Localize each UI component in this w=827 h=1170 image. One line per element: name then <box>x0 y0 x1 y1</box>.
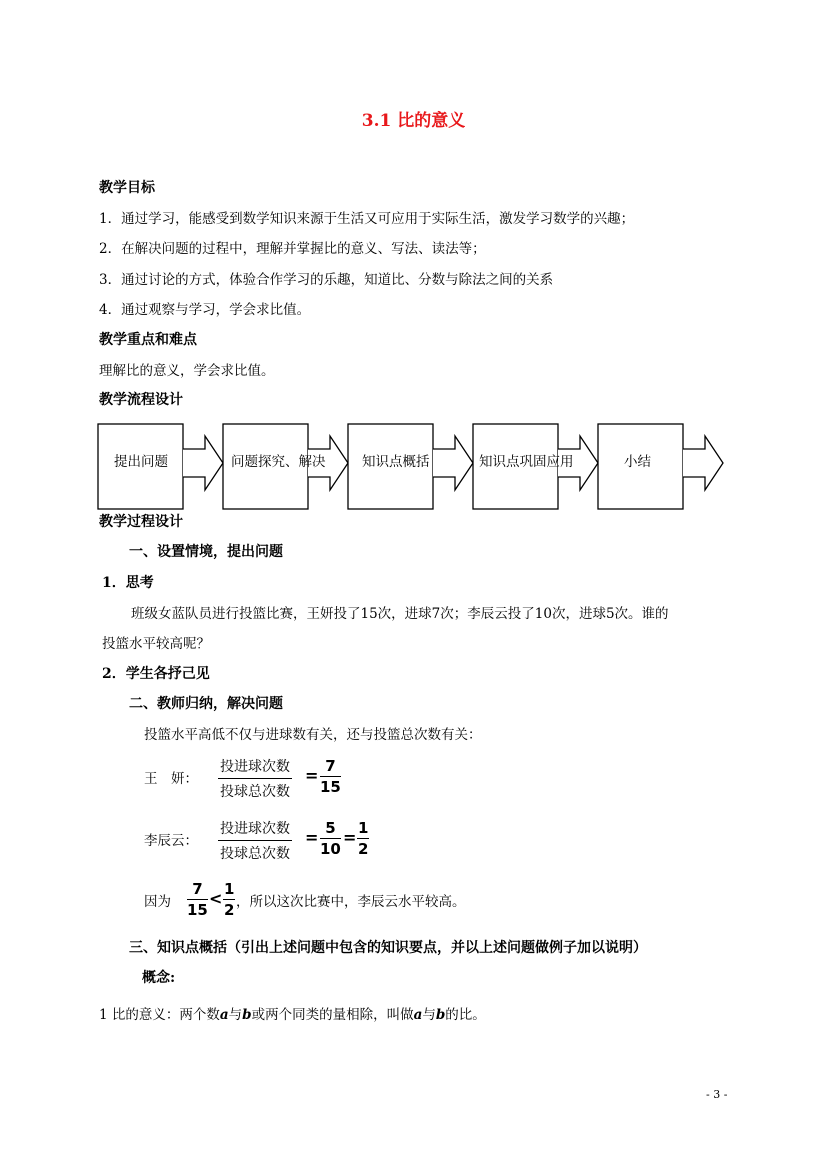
fraction-5-10: $\frac{5}{10}$ <box>320 819 341 858</box>
problem-text: 班级女蓝队员进行投篮比赛，王妍投了15次，进球7次；李辰云投了10次，进球5次。谁的 <box>131 606 669 622</box>
student-name: 李辰云： <box>144 833 198 849</box>
var-b: b <box>242 1007 252 1023</box>
goal-item: 1．通过学习，能感受到数学知识来源于生活又可应用于实际生活，激发学习数学的兴趣； <box>99 211 635 227</box>
flow-heading: 教学流程设计 <box>99 392 183 408</box>
fraction-1-2: $\frac{1}{2}$ <box>358 819 369 858</box>
definition-line: 1 比的意义：两个数a与b或两个同类的量相除，叫做a与b的比。 <box>99 1007 486 1023</box>
part2-intro: 投篮水平高低不仅与进球数有关，还与投篮总次数有关： <box>144 727 482 743</box>
page-title: 3.1 比的意义 <box>361 111 466 131</box>
ratio-word-fraction: 投进球次数 投球总次数 <box>218 756 292 801</box>
page-number: - 3 - <box>706 1088 728 1101</box>
var-a: a <box>219 1007 229 1023</box>
flow-step-label: 小结 <box>624 454 651 470</box>
goal-item: 3．通过讨论的方式，体验合作学习的乐趣，知道比、分数与除法之间的关系 <box>99 272 554 288</box>
equals-sign: = <box>305 766 319 785</box>
process-heading: 教学过程设计 <box>99 514 183 530</box>
goals-heading: 教学目标 <box>99 180 155 196</box>
var-a: a <box>413 1007 423 1023</box>
fraction-7-15: $\frac{7}{15}$ <box>187 880 208 919</box>
opinion-heading: 2．学生各抒己见 <box>102 666 210 682</box>
flow-arrow <box>183 436 223 490</box>
less-than-sign: < <box>209 889 223 908</box>
problem-text: 投篮水平较高呢？ <box>102 636 210 652</box>
fraction-7-15: $\frac{7}{15}$ <box>320 757 341 796</box>
concept-heading: 概念: <box>142 970 176 986</box>
flow-step-label: 知识点巩固应用 <box>479 454 574 470</box>
part1-heading: 一、设置情境，提出问题 <box>129 544 283 560</box>
part2-heading: 二、教师归纳，解决问题 <box>129 696 283 712</box>
ratio-word-fraction: 投进球次数 投球总次数 <box>218 818 292 863</box>
flow-arrow <box>433 436 473 490</box>
goal-item: 4．通过观察与学习，学会求比值。 <box>99 302 311 318</box>
think-heading: 1．思考 <box>102 575 154 591</box>
fraction-1-2: $\frac{1}{2}$ <box>224 880 235 919</box>
flow-arrow <box>683 436 723 490</box>
var-b: b <box>435 1007 446 1023</box>
because-text: 因为 <box>144 894 171 910</box>
flow-step-label: 问题探究、解决 <box>231 454 326 470</box>
key-points-text: 理解比的意义，学会求比值。 <box>99 363 275 379</box>
key-points-heading: 教学重点和难点 <box>99 332 197 348</box>
equals-sign: = <box>305 828 319 847</box>
flow-step-label: 提出问题 <box>114 454 168 470</box>
conclusion-text: ，所以这次比赛中，李辰云水平较高。 <box>236 894 466 910</box>
part3-heading: 三、知识点概括（引出上述问题中包含的知识要点，并以上述问题做例子加以说明） <box>129 940 647 956</box>
flow-step-label: 知识点概括 <box>362 454 430 470</box>
equals-sign: = <box>343 828 357 847</box>
goal-item: 2．在解决问题的过程中，理解并掌握比的意义、写法、读法等； <box>99 241 486 257</box>
student-name: 王 妍： <box>144 771 198 787</box>
